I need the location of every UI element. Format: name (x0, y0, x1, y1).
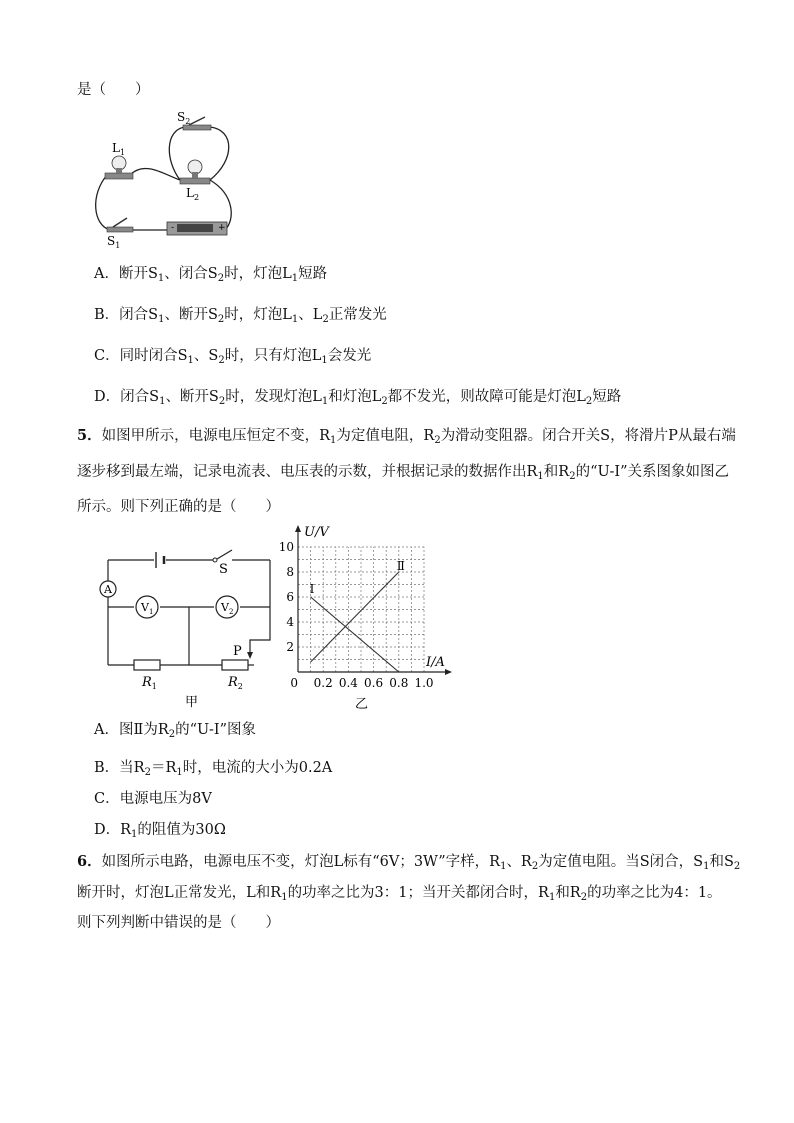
q6-stem-line2: 断开时，灯泡L正常发光，L和$R_1$的功率之比为3：1；当开关都闭合时，$R_1$和$R_2$的功率之比为4：1。 (77, 885, 722, 903)
q5-option-a: A．图Ⅱ为$R_2$的“U-I”图象 (94, 722, 257, 740)
q6-stem-line1: 6．如图所示电路，电源电压不变，灯泡L标有“6V；3W”字样，$R_1$、$R_2$为定值电阻。当S闭合，$S_1$和$S_2$ (77, 853, 741, 872)
v2-label: $V_2$ (221, 601, 234, 616)
series-label-1: Ⅰ (309, 582, 315, 596)
series-line-2 (311, 572, 399, 662)
x-tick-label: 1.0 (414, 676, 434, 690)
x-axis-label: I/A (426, 655, 445, 670)
battery-plus: + (218, 223, 226, 233)
battery-minus: - (171, 223, 175, 233)
q4-option-a: A．断开$S_1$、闭合$S_2$时，灯泡$L_1$短路 (94, 266, 328, 284)
q5-option-b: B．当$R_2=R_1$时，电流的大小为0.2A (94, 760, 333, 778)
r1-label: $R_1$ (142, 675, 157, 691)
q5-stem-line2: 逐步移到最左端，记录电流表、电压表的示数，并根据记录的数据作出$R_1$和$R_2$的“U-I”关系图象如图乙 (77, 464, 730, 482)
l1-label: $L_1$ (112, 141, 126, 157)
y-tick-label: 10 (278, 540, 294, 554)
q5-option-d: D．$R_1$的阻值为30Ω (94, 822, 226, 840)
q5-circuit-figure (92, 540, 282, 715)
s2-label: $S_2$ (177, 110, 191, 126)
r2-label: $R_2$ (228, 675, 243, 691)
slider-label: P (233, 644, 242, 659)
switch-label: S (219, 562, 228, 577)
x-tick-label: 0 (290, 676, 298, 690)
q4-option-c: C．同时闭合$S_1$、$S_2$时，只有灯泡$L_1$会发光 (94, 348, 372, 366)
q5-stem-line3: 所示。则下列正确的是（ ） (77, 499, 280, 515)
q4-option-d: D．闭合$S_1$、断开$S_2$时，发现灯泡$L_1$和灯泡$L_2$都不发光，则故障可能是灯泡$L_2$短路 (94, 389, 622, 407)
y-tick-label: 2 (286, 640, 294, 654)
ui-chart (278, 522, 457, 712)
x-tick-label: 0.4 (338, 676, 358, 690)
y-tick-label: 4 (286, 615, 294, 629)
q4-option-b: B．闭合$S_1$、断开$S_2$时，灯泡$L_1$、$L_2$正常发光 (94, 307, 387, 325)
x-tick-label: 0.8 (389, 676, 409, 690)
chart-caption: 乙 (355, 697, 369, 712)
q6-stem-line3: 则下列判断中错误的是（ ） (77, 915, 280, 931)
y-tick-label: 8 (286, 565, 294, 579)
x-tick-label: 0.2 (313, 676, 333, 690)
y-axis-label: U/V (304, 525, 329, 540)
y-tick-label: 6 (286, 590, 294, 604)
series-label-2: Ⅱ (396, 559, 405, 573)
circuit-caption: 甲 (185, 695, 199, 710)
v1-label: $V_1$ (141, 601, 154, 616)
q4-circuit-figure (85, 105, 255, 250)
x-axis-arrow (445, 669, 452, 675)
ammeter-label: A (104, 583, 112, 596)
q5-option-c: C．电源电压为8V (94, 791, 212, 807)
x-tick-label: 0.6 (364, 676, 384, 690)
q5-stem-line1: 5．如图甲所示，电源电压恒定不变，$R_1$为定值电阻，$R_2$为滑动变阻器。闭合开关S，将滑片P从最右端 (77, 427, 736, 446)
q4-question-tail: 是（ ） (77, 82, 150, 98)
l2-label: $L_2$ (186, 186, 200, 202)
s1-label: $S_1$ (107, 234, 121, 250)
y-axis-arrow (295, 525, 301, 532)
